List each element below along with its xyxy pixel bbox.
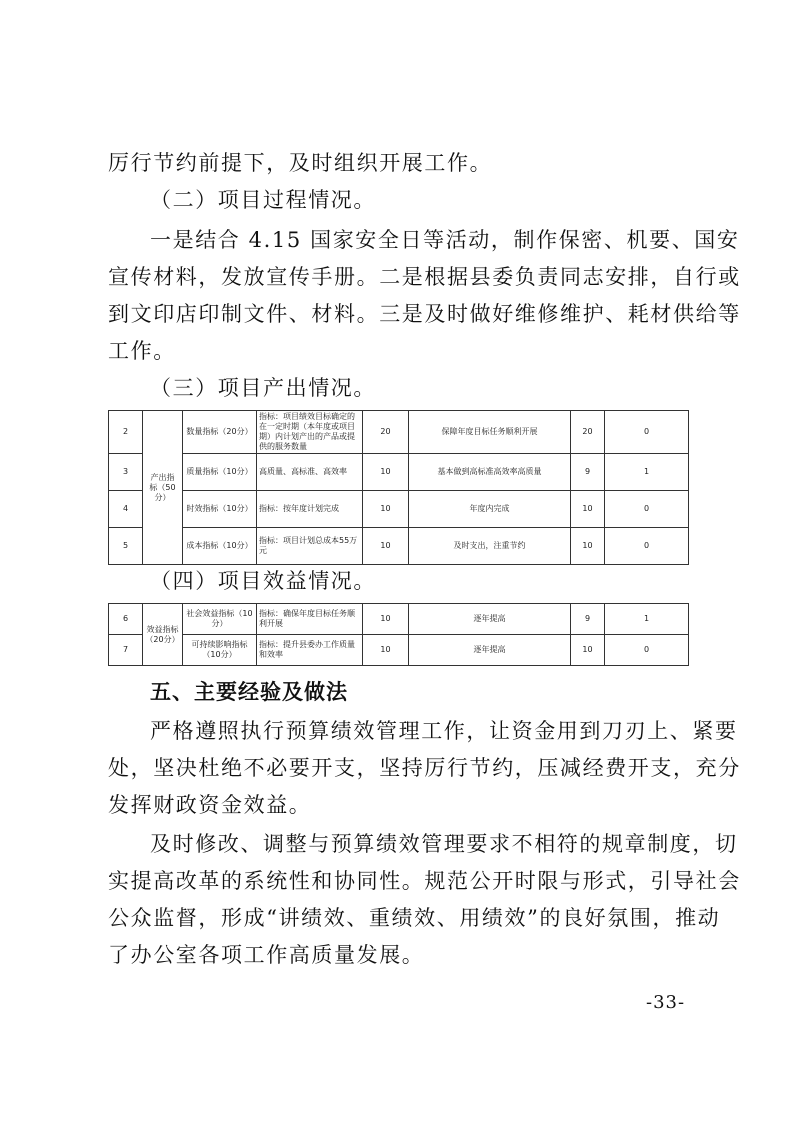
table-row — [109, 454, 689, 491]
score: 10 — [363, 454, 409, 491]
section-heading-output: （三）项目产出情况。 — [150, 376, 376, 400]
score-got: 20 — [571, 411, 605, 454]
row-number: 7 — [109, 635, 143, 666]
paragraph-line: 厉行节约前提下，及时组织开展工作。 — [108, 151, 493, 175]
score: 10 — [363, 604, 409, 635]
score-got: 10 — [571, 491, 605, 528]
indicator-group — [143, 604, 183, 666]
row-number: 3 — [109, 454, 143, 491]
indicator-category: 可持续影响指标（10分） — [183, 635, 257, 666]
table-row — [109, 491, 689, 528]
score-got: 10 — [571, 635, 605, 666]
paragraph-line: 工作。 — [108, 339, 176, 363]
benefit-indicator-table — [108, 603, 689, 666]
row-number: 4 — [109, 491, 143, 528]
table-row — [109, 411, 689, 454]
score-deducted: 1 — [605, 604, 689, 635]
paragraph-line: 到文印店印制文件、材料。三是及时做好维修维护、耗材供给等 — [108, 302, 741, 326]
result: 及时支出，注重节约 — [409, 528, 571, 565]
result: 基本做到高标准高效率高质量 — [409, 454, 571, 491]
result: 年度内完成 — [409, 491, 571, 528]
group-label: 效益指标（20分） — [145, 624, 180, 644]
score-got: 9 — [571, 454, 605, 491]
indicator-category: 时效指标（10分） — [183, 491, 257, 528]
paragraph-line: 严格遵照执行预算绩效管理工作，让资金用到刀刃上、紧要 — [150, 719, 738, 743]
score-deducted: 0 — [605, 528, 689, 565]
score: 20 — [363, 411, 409, 454]
output-indicator-table — [108, 410, 689, 565]
indicator-group — [143, 411, 183, 565]
indicator-category: 成本指标（10分） — [183, 528, 257, 565]
score: 10 — [363, 491, 409, 528]
indicator-text: 指标：项目绩效目标确定的在一定时期（本年度或项目期）内计划产出的产品或提供的服务数量 — [257, 411, 363, 454]
paragraph-line: 了办公室各项工作高质量发展。 — [108, 943, 425, 967]
indicator-text: 指标：按年度计划完成 — [257, 491, 363, 528]
indicator-text: 指标：项目计划总成本55万元 — [257, 528, 363, 565]
score: 10 — [363, 635, 409, 666]
indicator-category: 质量指标（10分） — [183, 454, 257, 491]
paragraph-line: 发挥财政资金效益。 — [108, 793, 312, 817]
paragraph-line: 实提高改革的系统性和协同性。规范公开时限与形式，引导社会 — [108, 869, 741, 893]
table-row — [109, 604, 689, 635]
paragraph-line: 公众监督，形成“讲绩效、重绩效、用绩效”的良好氛围，推动 — [108, 906, 721, 930]
section-heading-benefit: （四）项目效益情况。 — [150, 569, 376, 593]
indicator-category: 数量指标（20分） — [183, 411, 257, 454]
score: 10 — [363, 528, 409, 565]
indicator-text: 高质量、高标准、高效率 — [257, 454, 363, 491]
paragraph-line: 及时修改、调整与预算绩效管理要求不相符的规章制度，切 — [150, 832, 738, 856]
score-deducted: 0 — [605, 411, 689, 454]
indicator-text: 指标：提升县委办工作质量和效率 — [257, 635, 363, 666]
result: 逐年提高 — [409, 635, 571, 666]
indicator-category: 社会效益指标（10分） — [183, 604, 257, 635]
score-deducted: 1 — [605, 454, 689, 491]
result: 逐年提高 — [409, 604, 571, 635]
row-number: 5 — [109, 528, 143, 565]
score-deducted: 0 — [605, 491, 689, 528]
section-heading-experience: 五、主要经验及做法 — [150, 680, 348, 704]
paragraph-line: 处，坚决杜绝不必要开支，坚持厉行节约，压减经费开支，充分 — [108, 756, 741, 780]
table-row — [109, 635, 689, 666]
score-deducted: 0 — [605, 635, 689, 666]
row-number: 6 — [109, 604, 143, 635]
row-number: 2 — [109, 411, 143, 454]
score-got: 10 — [571, 528, 605, 565]
page-number: -33- — [646, 992, 686, 1013]
paragraph-line: 宣传材料，发放宣传手册。二是根据县委负责同志安排，自行或 — [108, 265, 741, 289]
result: 保障年度目标任务顺利开展 — [409, 411, 571, 454]
table-row — [109, 528, 689, 565]
group-label: 产出指标（50分） — [149, 472, 176, 502]
score-got: 9 — [571, 604, 605, 635]
indicator-text: 指标：确保年度目标任务顺利开展 — [257, 604, 363, 635]
paragraph-line: 一是结合 4.15 国家安全日等活动，制作保密、机要、国安 — [150, 228, 740, 252]
section-heading-process: （二）项目过程情况。 — [150, 188, 376, 212]
